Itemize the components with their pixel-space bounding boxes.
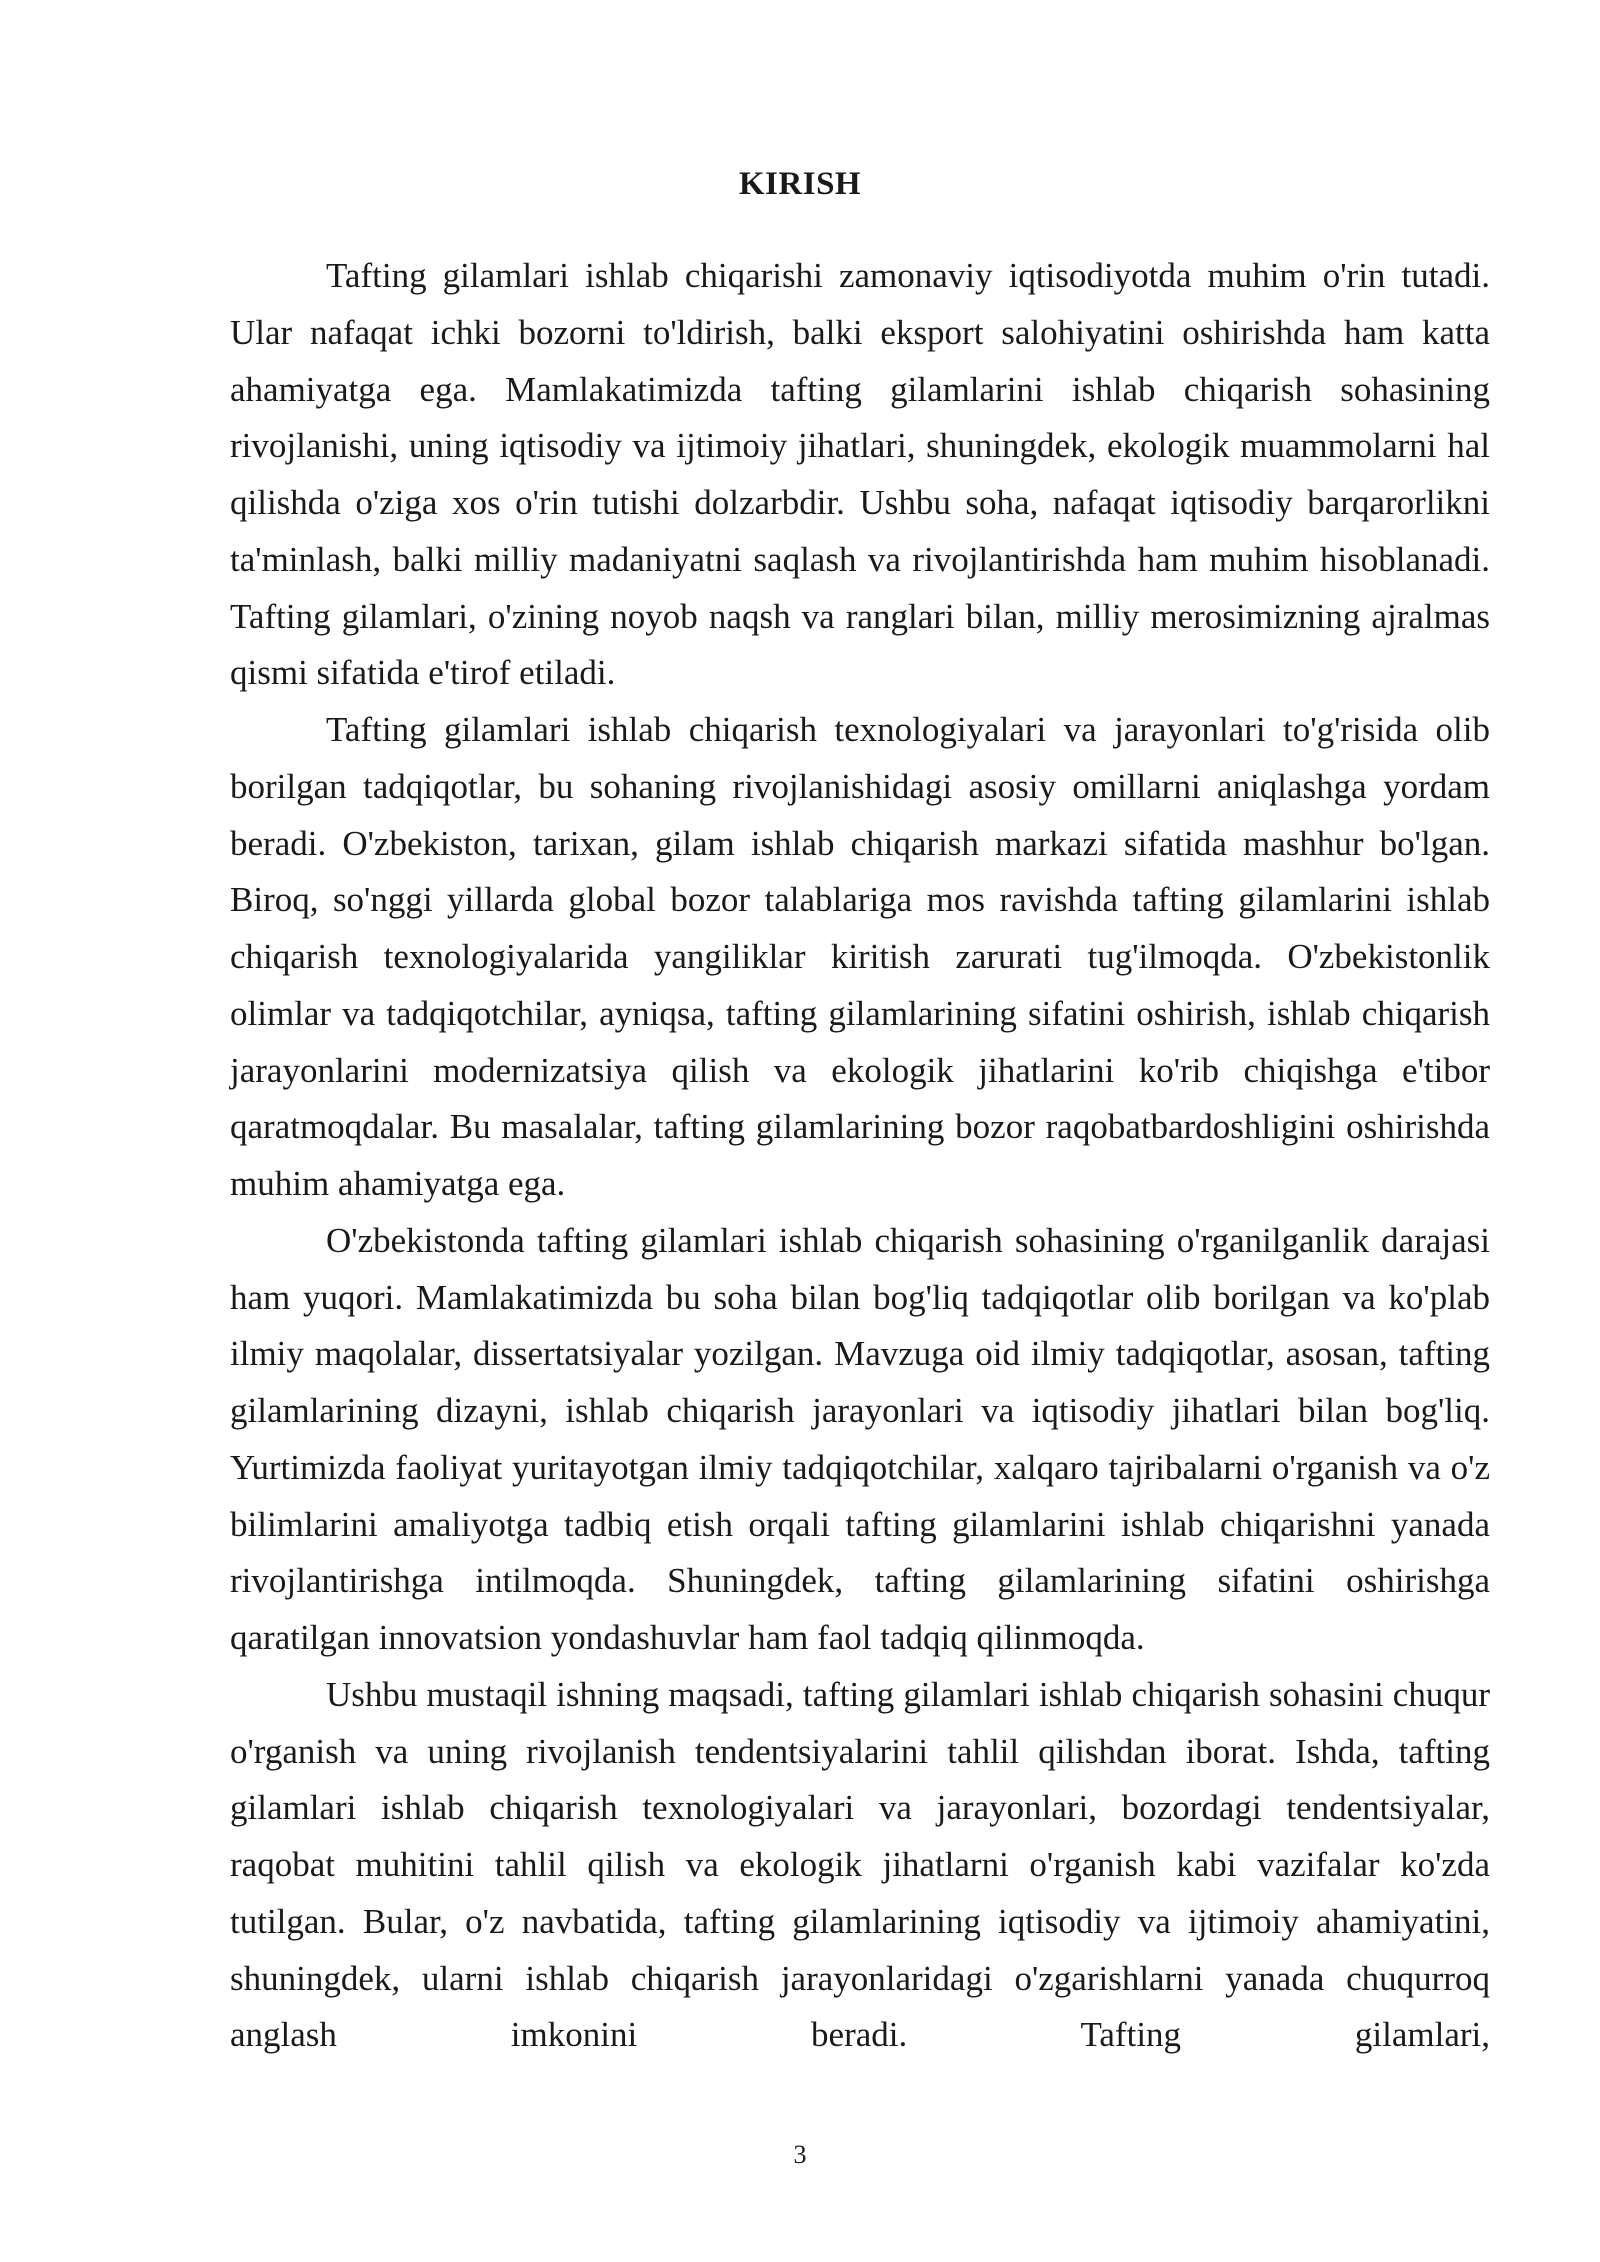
paragraph-research-level: O'zbekistonda tafting gilamlari ishlab chiqarish sohasining o'rganilganlik darajasi ham yuqori. Mamlakatimizda bu soha bilan bog'liq tadqiqotlar olib borilgan va ko'plab ilmiy maqolalar, dissertatsiyalar yozilgan. Mavzuga oid ilmiy tadqiqotlar, asosan, tafting gilamlarining dizayni, ishlab chiqarish jarayonlari va iqtisodiy jihatlari bilan bog'liq. Yurtimizda faoliyat yuritayotgan ilmiy tadqiqotchilar, xalqaro tajribalarni o'rganish va o'z bilimlarini amaliyotga tadbiq etish orqali tafting gilamlarini ishlab chiqarishni yanada rivojlantirishga intilmoqda. Shuningdek, tafting gilamlarining sifatini oshirishga qaratilgan innovatsion yondashuvlar ham faol tadqiq qilinmoqda. — [230, 1220, 1490, 1657]
paragraph-intro: Tafting gilamlari ishlab chiqarishi zamonaviy iqtisodiyotda muhim o'rin tutadi. Ular nafaqat ichki bozorni to'ldirish, balki eksport salohiyatini oshirishda ham katta ahamiyatga ega. Mamlakatimizda tafting gilamlarini ishlab chiqarish sohasining rivojlanishi, uning iqtisodiy va ijtimoiy jihatlari, shuningdek, ekologik muammolarni hal qilishda o'ziga xos o'rin tutishi dolzarbdir. Ushbu soha, nafaqat iqtisodiy barqarorlikni ta'minlash, balki milliy madaniyatni saqlash va rivojlantirishda ham muhim hisoblanadi. Tafting gilamlari, o'zining noyob naqsh va ranglari bilan, milliy merosimizning ajralmas qismi sifatida e'tirof etiladi. — [230, 256, 1490, 693]
page-title: KIRISH — [738, 166, 862, 202]
document-body — [230, 248, 1490, 2064]
paragraph-goal: Ushbu mustaqil ishning maqsadi, tafting gilamlari ishlab chiqarish sohasini chuqur o'rganish va uning rivojlanish tendentsiyalarini tahlil qilishdan iborat. Ishda, tafting gilamlari ishlab chiqarish texnologiyalari va jarayonlari, bozordagi tendentsiyalar, raqobat muhitini tahlil qilish va ekologik jihatlarni o'rganish kabi vazifalar ko'zda tutilgan. Bular, o'z navbatida, tafting gilamlarining iqtisodiy va ijtimoiy ahamiyatini, shuningdek, ularni ishlab chiqarish jarayonlaridagi o'zgarishlarni yanada chuqurroq anglash imkonini beradi. Tafting gilamlari, — [230, 1674, 1490, 2055]
page-number: 3 — [793, 2140, 807, 2169]
paragraph-technologies: Tafting gilamlari ishlab chiqarish texnologiyalari va jarayonlari to'g'risida olib borilgan tadqiqotlar, bu sohaning rivojlanishidagi asosiy omillarni aniqlashga yordam beradi. O'zbekiston, tarixan, gilam ishlab chiqarish markazi sifatida mashhur bo'lgan. Biroq, so'nggi yillarda global bozor talablariga mos ravishda tafting gilamlarini ishlab chiqarish texnologiyalarida yangiliklar kiritish zarurati tug'ilmoqda. O'zbekistonlik olimlar va tadqiqotchilar, ayniqsa, tafting gilamlarining sifatini oshirish, ishlab chiqarish jarayonlarini modernizatsiya qilish va ekologik jihatlarini ko'rib chiqishga e'tibor qaratmoqdalar. Bu masalalar, tafting gilamlarining bozor raqobatbardoshligini oshirishda muhim ahamiyatga ega. — [230, 710, 1490, 1203]
